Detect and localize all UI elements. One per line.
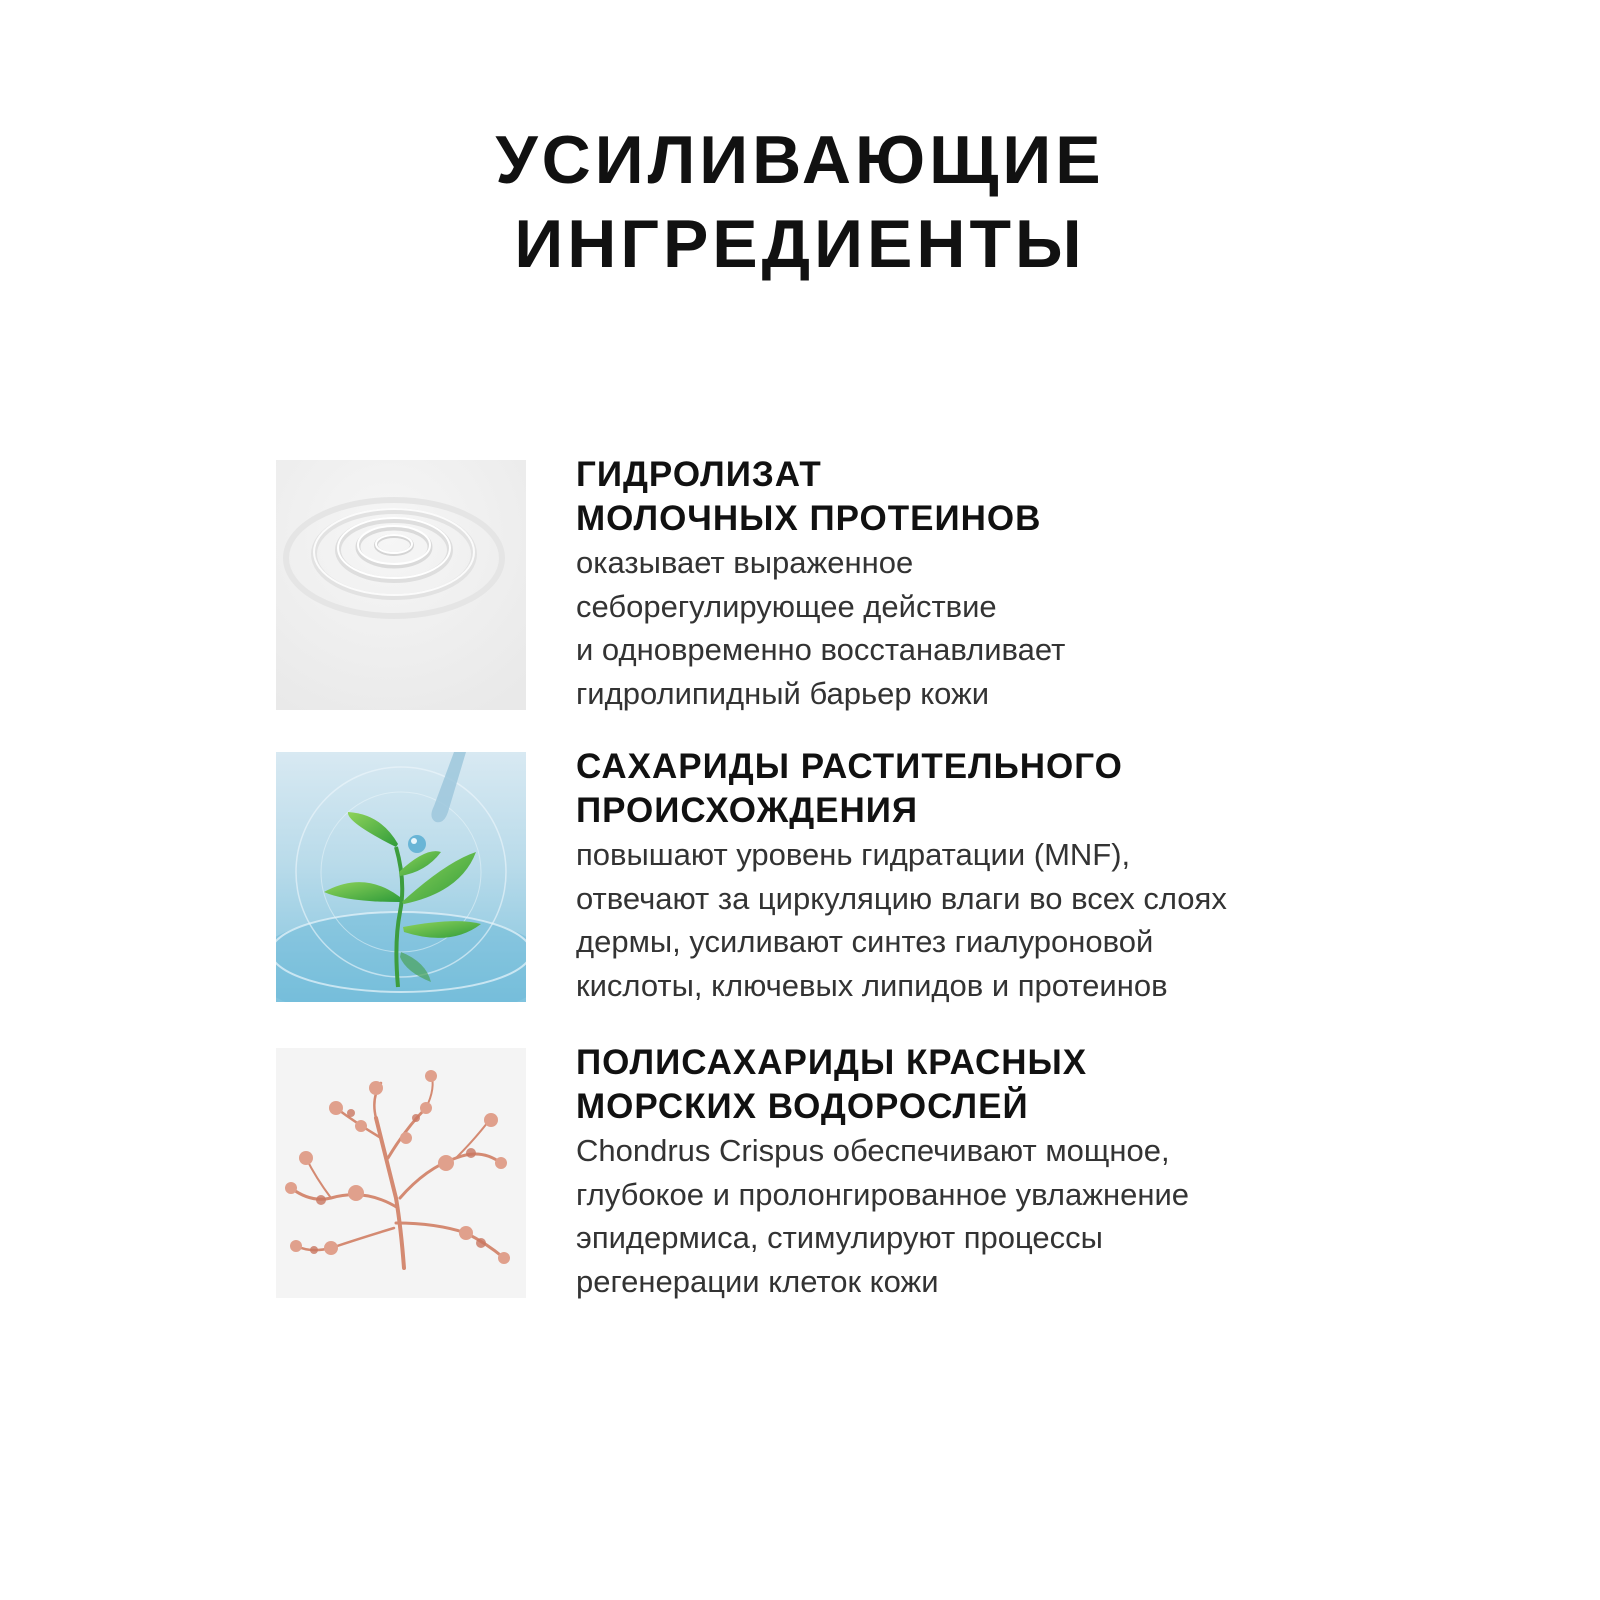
ingredient-title: САХАРИДЫ РАСТИТЕЛЬНОГО ПРОИСХОЖДЕНИЯ (576, 747, 1123, 830)
ingredient-title: ГИДРОЛИЗАТ МОЛОЧНЫХ ПРОТЕИНОВ (576, 455, 1042, 538)
page-title-line-2: ИНГРЕДИЕНТЫ (514, 206, 1086, 282)
ingredient-item (276, 455, 1336, 720)
red-seaweed-image (276, 1048, 526, 1298)
ingredient-item (276, 1043, 1336, 1308)
page-title-line-1: УСИЛИВАЮЩИЕ (495, 122, 1105, 198)
milk-ripple-image (276, 460, 526, 710)
ingredient-description: оказывает выраженное себорегулирующее действие и одновременно восстанавливает гидролипидный барьер кожи (576, 545, 1066, 711)
ingredient-title: ПОЛИСАХАРИДЫ КРАСНЫХ МОРСКИХ ВОДОРОСЛЕЙ (576, 1043, 1088, 1126)
page-title (0, 118, 1600, 286)
ingredient-description: повышают уровень гидратации (MNF), отвечают за циркуляцию влаги во всех слоях дермы, усиливают синтез гиалуроновой кислоты, ключевых липидов и протеинов (576, 837, 1227, 1003)
ingredient-item (276, 747, 1336, 1012)
plant-dropper-image (276, 752, 526, 1002)
ingredient-description: Chondrus Crispus обеспечивают мощное, глубокое и пролонгированное увлажнение эпидермиса, стимулируют процессы регенерации клеток кожи (576, 1133, 1190, 1299)
